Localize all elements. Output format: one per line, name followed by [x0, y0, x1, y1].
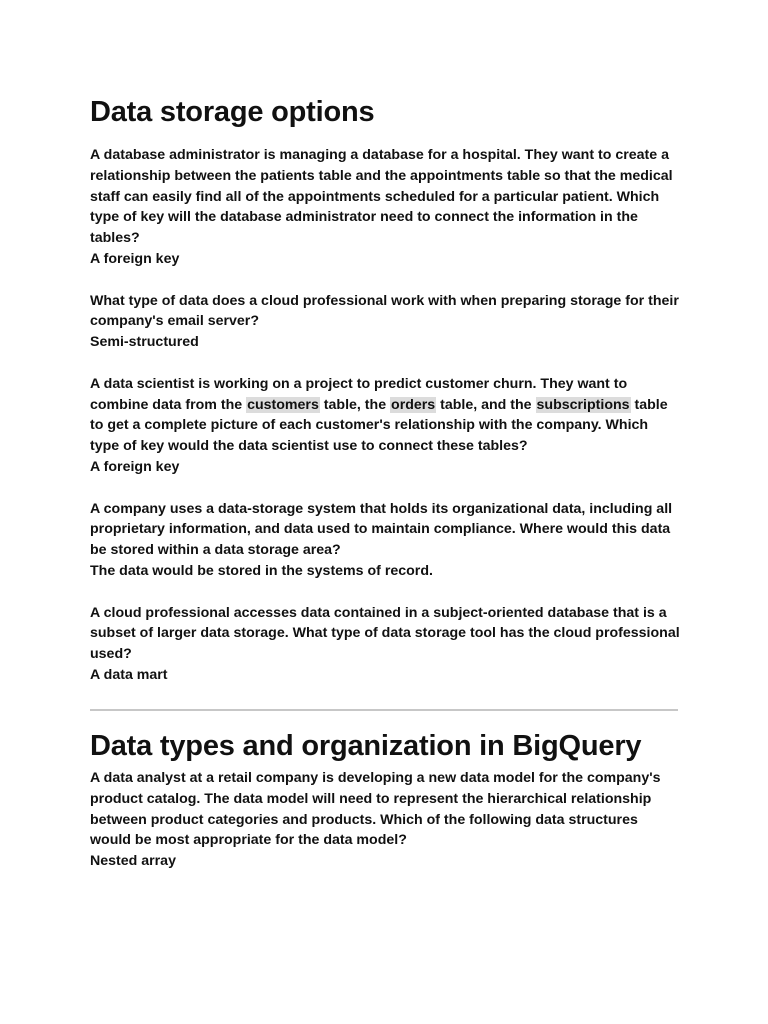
answer-text: Semi-structured [90, 334, 199, 351]
question-text: A company uses a data-storage system that holds its organizational data, including all proprietary information, and data used to maintain compliance. Where would this data be stored within a data storage area? [90, 500, 673, 559]
answer-text: Nested array [90, 853, 176, 870]
qa-item [90, 374, 680, 478]
section-title-bigquery: Data types and organization in BigQuery [90, 730, 642, 762]
code-orders-table: orders [391, 396, 436, 413]
qa-item [90, 603, 680, 686]
answer-text: A foreign key [90, 250, 180, 267]
question-text [90, 374, 680, 457]
section-divider [90, 709, 678, 711]
section-data-storage [90, 145, 680, 707]
question-text: A database administrator is managing a database for a hospital. They want to create a relationship between the patients table and the appointments table so that the medical staff can easily find all of the appointments scheduled for a particular patient. Which type of key will the database administrator need to connect the information in the tables? [90, 147, 673, 247]
question-text-part: table, and the [436, 396, 536, 413]
code-subscriptions-table: subscriptions [536, 396, 630, 413]
answer-text: The data would be stored in the systems of record. [90, 562, 433, 579]
qa-item [90, 499, 680, 582]
question-text-part: A data scientist is working on a project to predict customer churn. They want to combine data from the [90, 375, 628, 413]
question-text: A data analyst at a retail company is developing a new data model for the company's product catalog. The data model will need to represent the hierarchical relationship between product categories and products. Which of the following data structures would be most appropriate for the data model? [90, 770, 661, 849]
section-title-data-storage: Data storage options [90, 96, 375, 128]
qa-item [90, 291, 680, 353]
code-customers-table: customers [247, 396, 319, 413]
qa-item [90, 768, 680, 872]
answer-text: A data mart [90, 666, 168, 683]
question-text-part: table, the [319, 396, 391, 413]
answer-text: A foreign key [90, 458, 180, 475]
question-text: A cloud professional accesses data contained in a subject-oriented database that is a subset of larger data storage. What type of data storage tool has the cloud professional used? [90, 604, 680, 663]
question-text: What type of data does a cloud professional work with when preparing storage for their company's email server? [90, 292, 679, 330]
question-text-part: table to get a complete picture of each customer's relationship with the company. Which type of key would the data scientist use to connect these tables? [90, 396, 668, 455]
qa-item [90, 145, 680, 270]
section-bigquery [90, 768, 680, 893]
